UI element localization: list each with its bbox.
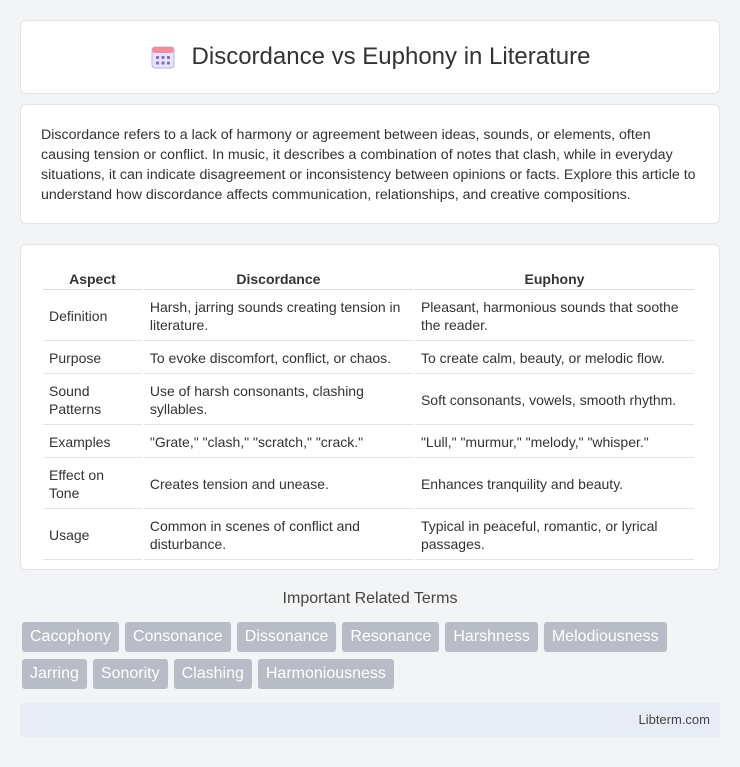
table-row [43,376,694,425]
cell-discordance: Use of harsh consonants, clashing syllables. [144,376,413,425]
table-row [43,292,694,341]
intro-paragraph: Discordance refers to a lack of harmony or agreement between ideas, sounds, or elements, often causing tension or conflict. In music, it describes a combination of notes that clash, while in everyday situations, it can indicate disagreement or inconsistency between opinions or facts. Explore this article to understand how discordance affects communication, relationships, and creative compositions. [41,127,696,203]
cell-discordance: To evoke discomfort, conflict, or chaos. [144,343,413,374]
tag-consonance[interactable]: Consonance [125,622,231,652]
tag-jarring[interactable]: Jarring [22,659,87,689]
cell-aspect: Usage [43,511,142,560]
tag-harshness[interactable]: Harshness [445,622,537,652]
tag-melodiousness[interactable]: Melodiousness [544,622,667,652]
header-discordance: Discordance [144,268,413,290]
tag-resonance[interactable]: Resonance [342,622,439,652]
cell-aspect: Purpose [43,343,142,374]
tag-cacophony[interactable]: Cacophony [22,622,119,652]
title-card [20,20,720,94]
title-wrap [150,43,591,71]
comparison-card [20,244,720,570]
page-title: Discordance vs Euphony in Literature [191,43,591,70]
footer [20,703,720,737]
comparison-table [41,266,696,562]
header-euphony: Euphony [415,268,694,290]
calendar-icon [150,44,176,70]
cell-aspect: Effect on Tone [43,460,142,509]
table-row [43,511,694,560]
tag-clashing[interactable]: Clashing [174,659,252,689]
header-aspect: Aspect [43,268,142,290]
cell-discordance: Creates tension and unease. [144,460,413,509]
table-row [43,427,694,458]
table-row [43,460,694,509]
table-row [43,343,694,374]
cell-euphony: Enhances tranquility and beauty. [415,460,694,509]
tag-harmoniousness[interactable]: Harmoniousness [258,659,394,689]
related-terms-title: Important Related Terms [282,590,458,607]
tag-sonority[interactable]: Sonority [93,659,168,689]
cell-aspect: Sound Patterns [43,376,142,425]
related-terms-list [22,622,722,689]
tag-dissonance[interactable]: Dissonance [237,622,337,652]
cell-discordance: Common in scenes of conflict and disturbance. [144,511,413,560]
cell-euphony: Soft consonants, vowels, smooth rhythm. [415,376,694,425]
table-header-row [43,268,694,290]
cell-euphony: Typical in peaceful, romantic, or lyrical passages. [415,511,694,560]
cell-aspect: Definition [43,292,142,341]
intro-card [20,104,720,224]
cell-discordance: "Grate," "clash," "scratch," "crack." [144,427,413,458]
cell-euphony: "Lull," "murmur," "melody," "whisper." [415,427,694,458]
cell-aspect: Examples [43,427,142,458]
cell-euphony: To create calm, beauty, or melodic flow. [415,343,694,374]
cell-euphony: Pleasant, harmonious sounds that soothe the reader. [415,292,694,341]
cell-discordance: Harsh, jarring sounds creating tension in literature. [144,292,413,341]
footer-site-link[interactable]: Libterm.com [638,712,710,727]
